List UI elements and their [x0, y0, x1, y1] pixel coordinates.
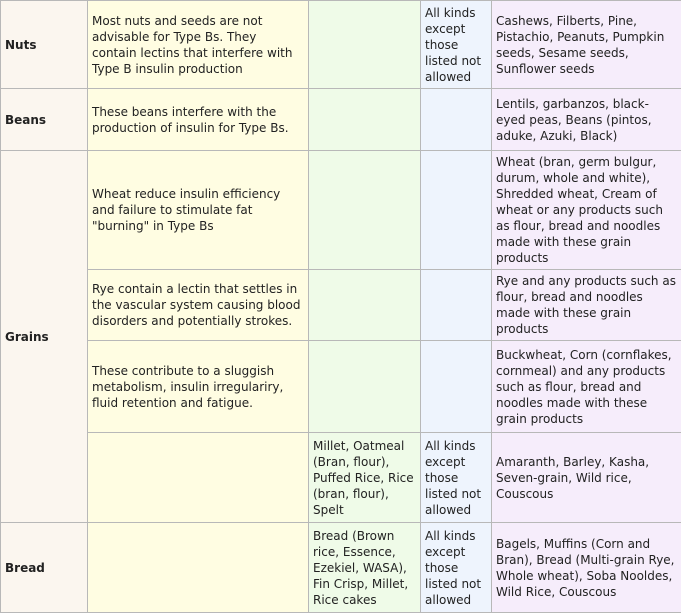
reason-cell: These contribute to a sluggish metabolism, insulin irregulariry, fluid retention and fatigue.	[88, 341, 309, 433]
beneficial-cell	[309, 151, 421, 270]
reason-cell: Wheat reduce insulin efficiency and failure to stimulate fat "burning" in Type Bs	[88, 151, 309, 270]
beneficial-cell: Millet, Oatmeal (Bran, flour), Puffed Rice, Rice (bran, flour), Spelt	[309, 433, 421, 523]
table-row-grains-rye	[1, 270, 681, 341]
avoid-cell: Cashews, Filberts, Pine, Pistachio, Peanuts, Pumpkin seeds, Sesame seeds, Sunflower seeds	[492, 1, 681, 89]
table-row-grains-allowed	[1, 433, 681, 523]
avoid-cell: Wheat (bran, germ bulgur, durum, whole and white), Shredded wheat, Cream of wheat or any products such as flour, bread and noodles made with these grain products	[492, 151, 681, 270]
table-row-bread	[1, 523, 681, 613]
neutral-cell	[421, 341, 492, 433]
beneficial-cell: Bread (Brown rice, Essence, Ezekiel, WASA), Fin Crisp, Millet, Rice cakes	[309, 523, 421, 613]
avoid-cell: Amaranth, Barley, Kasha, Seven-grain, Wild rice, Couscous	[492, 433, 681, 523]
category-grains: Grains	[1, 151, 88, 523]
neutral-cell: All kinds except those listed not allowed	[421, 523, 492, 613]
beneficial-cell	[309, 270, 421, 341]
reason-cell: Rye contain a lectin that settles in the vascular system causing blood disorders and potentially strokes.	[88, 270, 309, 341]
beneficial-cell	[309, 89, 421, 151]
neutral-cell	[421, 270, 492, 341]
beneficial-cell	[309, 1, 421, 89]
neutral-cell: All kinds except those listed not allowed	[421, 1, 492, 89]
category-bread: Bread	[1, 523, 88, 613]
avoid-cell: Lentils, garbanzos, black-eyed peas, Beans (pintos, aduke, Azuki, Black)	[492, 89, 681, 151]
reason-cell: Most nuts and seeds are not advisable for Type Bs. They contain lectins that interfere with Type B insulin production	[88, 1, 309, 89]
beneficial-cell	[309, 341, 421, 433]
table-row-nuts	[1, 1, 681, 89]
reason-cell: These beans interfere with the production of insulin for Type Bs.	[88, 89, 309, 151]
table-row-grains-buckwheat	[1, 341, 681, 433]
neutral-cell: All kinds except those listed not allowed	[421, 433, 492, 523]
neutral-cell	[421, 151, 492, 270]
table-row-grains-wheat	[1, 151, 681, 270]
avoid-cell: Bagels, Muffins (Corn and Bran), Bread (Multi-grain Rye, Whole wheat), Soba Nooldes, Wild Rice, Couscous	[492, 523, 681, 613]
avoid-cell: Rye and any products such as flour, bread and noodles made with these grain products	[492, 270, 681, 341]
table-row-beans	[1, 89, 681, 151]
avoid-cell: Buckwheat, Corn (cornflakes, cornmeal) and any products such as flour, bread and noodles made with these grain products	[492, 341, 681, 433]
category-nuts: Nuts	[1, 1, 88, 89]
reason-cell	[88, 433, 309, 523]
neutral-cell	[421, 89, 492, 151]
category-beans: Beans	[1, 89, 88, 151]
reason-cell	[88, 523, 309, 613]
